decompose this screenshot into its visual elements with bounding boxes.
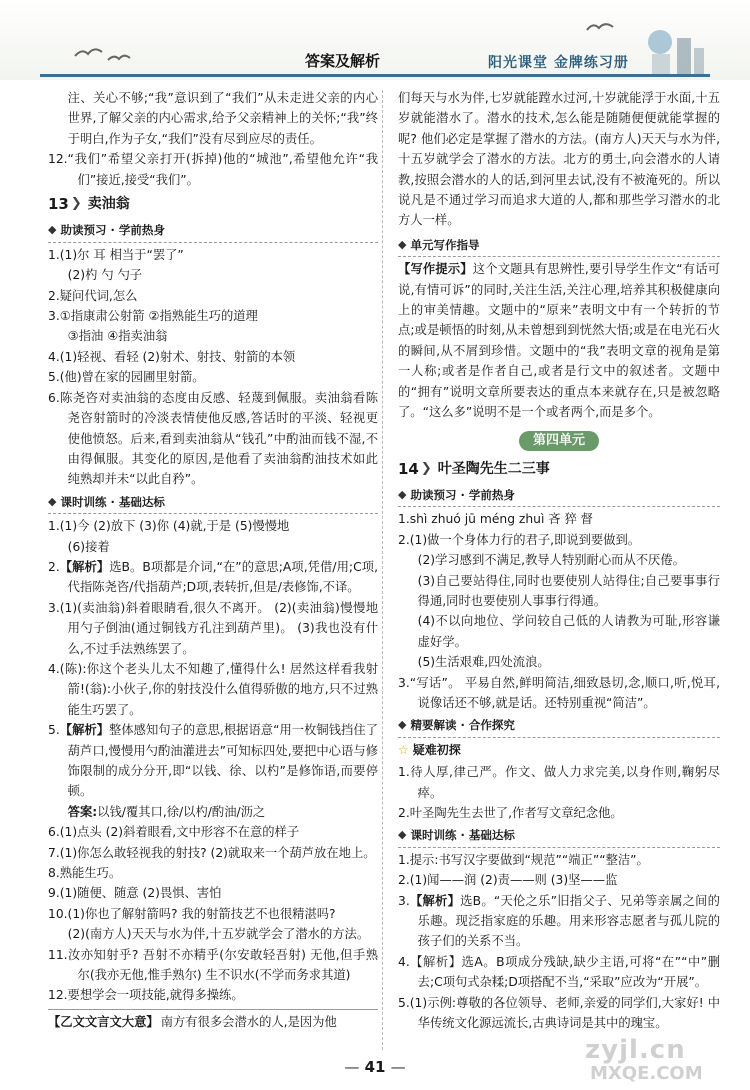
writing-tag: 【写作提示】 (398, 262, 473, 277)
section-heading (398, 825, 720, 847)
right-column (398, 88, 720, 1033)
bird-icon (585, 18, 615, 38)
left-column (48, 88, 378, 1032)
answer-text: 1.待人厚,律己严。作文、做人力求完美,以身作则,鞠躬尽瘁。 (398, 765, 720, 800)
answer-text: 3.(1)(卖油翁)斜着眼睛看,很久不离开。 (2)(卖油翁)慢慢地用勺子倒油(通过铜钱方孔注到葫芦里)。 (3)我也没有什么,不过手法熟练罢了。 (48, 600, 378, 656)
lesson-title: 叶圣陶先生二三事 (437, 460, 550, 477)
tower-illustration-icon (632, 20, 722, 78)
answer-value: 以钱/覆其口,徐/以杓/酌油/沥之 (97, 804, 266, 819)
series-title: 阳光课堂 金牌练习册 (488, 55, 629, 71)
diamond-icon: ◆ (398, 718, 407, 732)
answer-text: 1.提示:书写汉字要做到“规范”“端正”“整洁”。 (398, 852, 649, 867)
page-header (0, 0, 750, 80)
answer-text (48, 802, 378, 822)
analysis-text: 选B。“天伦之乐”旧指父子、兄弟等亲属之间的乐趣。现泛指家庭的乐趣。用来形容志愿者与孤儿院的孩子们的关系不当。 (417, 893, 720, 949)
section-label: 课时训练 · 基础达标 (60, 494, 165, 509)
section-heading (398, 485, 720, 507)
answer-text: 12.要想学会一项技能,就得多操练。 (48, 988, 244, 1003)
diamond-icon: ◆ (48, 494, 57, 508)
section-label: 助读预习 · 学前热身 (60, 223, 165, 238)
star-icon: ☆ (398, 742, 409, 757)
dash-right: — (390, 1058, 406, 1076)
translation-text: 们每天与水为伴,七岁就能蹚水过河,十岁就能浮于水面,十五岁就能潜水了。潜水的技术,怎么能是随随便便就能掌握的呢? 他们必定是掌握了潜水的方法。(南方人)天天与水为伴,十五岁就学会了潜水的方法。北方的勇士,向会潜水的人请教,按照会潜水的人的话,到河里去试,没有不被淹死的。所以说凡是不通过学习而追求大道的人,都和那些学习潜水的北方人一样。 (398, 91, 720, 228)
lesson-number: 14 (398, 459, 419, 478)
answer-text: 8.熟能生巧。 (48, 866, 122, 881)
birds-icon (70, 38, 150, 68)
diamond-icon: ◆ (48, 223, 57, 237)
analysis-text: 选B。B项都是介词,“在”的意思;A项,凭借/用;C项,代指陈尧咨/代指葫芦;D项,表转折,但是/表修饰,不译。 (67, 559, 378, 595)
section-label: 单元写作指导 (410, 237, 480, 252)
diamond-icon: ◆ (398, 828, 407, 842)
lesson-heading (48, 194, 378, 214)
diamond-icon: ◆ (398, 237, 407, 251)
answer-label: 答案: (67, 804, 98, 819)
answer-text: (5)生活艰难,四处流浪。 (417, 655, 550, 670)
answer-text: 2.叶圣陶先生去世了,作者写文章纪念他。 (398, 806, 623, 820)
answer-text: 1.shì zhuó jū méng zhuì 吝 猝 督 (398, 512, 593, 527)
section-heading (48, 492, 378, 514)
answer-text: (4)不以向地位、学问较自己低的人请教为可耻,形容谦虚好学。 (417, 614, 720, 649)
answer-text: 6.陈尧咨对卖油翁的态度由反感、轻蔑到佩服。卖油翁看陈尧咨射箭时的冷淡表情使他反感,答话时的平淡、轻视更使他愤怒。后来,看到卖油翁从“钱孔”中酌油而钱不湿,不由得佩服。其变化的原因,是他看了卖油翁酌油技术如此纯熟却并未“以此自矜”。 (48, 390, 378, 487)
answer-text: 1.(1)今 (2)放下 (3)你 (4)就,于是 (5)慢慢地 (48, 519, 290, 534)
answer-text: 10.(1)你也了解射箭吗? 我的射箭技艺不也很精湛吗? (48, 906, 336, 921)
answer-text: ③指油 ④指卖油翁 (67, 329, 168, 344)
answer-text: 11.汝亦知射乎? 吾射不亦精乎(尔安敢轻吾射) 无他,但手熟尔(我亦无他,惟手熟尔) 生不识水(不学而务求其道) (48, 947, 378, 983)
answer-text: (6)接着 (67, 539, 110, 554)
answer-text: 4.(1)轻视、看轻 (2)射术、射技、射箭的本领 (48, 349, 296, 364)
chevron-right-icon: ❯ (70, 196, 82, 212)
analysis-tag: 【解析】 (59, 559, 110, 574)
header-divider (40, 74, 710, 77)
answer-text: 1.(1)尔 耳 相当于“罢了” (48, 247, 184, 262)
unit-banner: 第四单元 (519, 431, 599, 451)
answer-text: 12.“我们”希望父亲打开(拆掉)他的“城池”,希望他允许“我们”接近,接受“我们”。 (48, 152, 378, 187)
answer-text: 6.(1)点头 (2)斜着眼看,文中形容不在意的样子 (48, 825, 300, 840)
analysis-tag: 【解析】 (59, 723, 110, 738)
lesson-number: 13 (48, 195, 69, 214)
section-heading (398, 235, 720, 257)
subsection-label: 疑难初探 (412, 742, 461, 757)
section-heading (398, 715, 720, 737)
answer-text: 5.(1)示例:尊敬的各位领导、老师,亲爱的同学们,大家好! 中华传统文化源远流长,古典诗词是其中的瑰宝。 (398, 995, 720, 1031)
answer-text: 4.(陈):你这个老头儿太不知趣了,懂得什么! 居然这样看我射箭!(翁):小伙子,你的射技没什么值得骄傲的地方,只不过熟能生巧罢了。 (48, 661, 378, 717)
answer-text: 2.【解析】选B。B项都是介词,“在”的意思;A项,凭借/用;C项,代指陈尧咨/代指葫芦;D项,表转折,但是/表修饰,不译。 (48, 559, 378, 595)
watermark-secondary: MXQE.COM (590, 1063, 703, 1084)
answer-text: 3.“写话”。 平易自然,鲜明简洁,细致恳切,念,顺口,听,悦耳,说像话还不够,就是话。还特别重视“简洁”。 (398, 675, 720, 710)
answer-text: (2)学习感到不满足,教导人特别耐心而从不厌倦。 (417, 553, 685, 568)
translation-text (48, 1009, 378, 1032)
answer-text: (3)自己要站得住,同时也要使别人站得住;自己要事事行得通,同时也要使别人事事行得通。 (417, 573, 720, 608)
subsection-heading (398, 740, 720, 760)
section-label: 精要解读 · 合作探究 (410, 718, 515, 733)
diamond-icon: ◆ (398, 487, 407, 501)
answer-text: (2)(南方人)天天与水为伴,十五岁就学会了潜水的方法。 (67, 927, 370, 942)
answer-text: 注、关心不够;“我”意识到了“我们”从未走进父亲的内心世界,了解父亲的内心需求,给予父亲精神上的关怀;“我”终于明白,作为子女,“我们”没有尽到应尽的责任。 (67, 91, 378, 146)
answer-text: 5.【解析】整体感知句子的意思,根据语意“用一枚铜钱挡住了葫芦口,慢慢用勺酌油灌进去”可知标四处,要把中心语与修饰限制的成分分开,即“以钱、徐、以杓”是修饰语,而要停顿。 (48, 723, 378, 799)
writing-guide-text (398, 259, 720, 422)
section-label: 助读预习 · 学前热身 (410, 487, 515, 502)
analysis-text: 整体感知句子的意思,根据语意“用一枚铜钱挡住了葫芦口,慢慢用勺酌油灌进去”可知标四处,要把中心语与修饰限制的成分分开,即“以钱、徐、以杓”是修饰语,而要停顿。 (67, 723, 378, 799)
chevron-right-icon: ❯ (420, 460, 432, 476)
section-heading (48, 220, 378, 242)
answer-text: 3.①指康肃公射箭 ②指熟能生巧的道理 (48, 309, 258, 324)
page-number-value: 41 (364, 1058, 386, 1076)
answer-text: 2.(1)闻——润 (2)责——则 (3)坚——监 (398, 873, 618, 888)
answer-text: 5.(他)曾在家的园圃里射箭。 (48, 370, 205, 385)
answer-text: 4.【解析】选A。B项成分残缺,缺少主语,可将“在”“中”删去;C项句式杂糅;D项搭配不当,“采取”应改为“开展”。 (398, 954, 720, 990)
section-label: 课时训练 · 基础达标 (410, 828, 515, 843)
writing-body: 这个文题具有思辨性,要引导学生作文“有话可说,有情可诉”的同时,关注生活,关注心理,培养其积极健康向上的审美情趣。文题中的“原来”表明文中有一个转折的节点;或是顿悟的时刻,从未曾想到到恍然大悟;或是在电光石火的瞬间,从不屑到珍惜。文题中的“我”表明文章的视角是第一人称;或者是作者自己,或者是行文中的叙述者。文题中的“拥有”说明文章所要表达的重点本来就存在,只是被忽略了。“这么多”说明不是一个或者两个,而是多个。 (398, 262, 720, 420)
header-title: 答案及解析 (305, 52, 381, 70)
column-divider (382, 90, 383, 1050)
answer-text: 2.(1)做一个身体力行的君子,即说到要做到。 (398, 532, 641, 547)
lesson-title: 卖油翁 (87, 196, 130, 213)
translation-body: 南方有很多会潜水的人,是因为他 (160, 1014, 337, 1029)
translation-label: 【乙文文言文大意】 (48, 1014, 159, 1029)
dash-left: — (344, 1058, 360, 1076)
analysis-tag: 【解析】 (409, 893, 461, 908)
answer-text: 7.(1)你怎么敢轻视我的射技? (2)就取来一个葫芦放在地上。 (48, 845, 376, 860)
answer-text: 2.疑问代词,怎么 (48, 288, 138, 303)
answer-text: 3.【解析】选B。“天伦之乐”旧指父子、兄弟等亲属之间的乐趣。现泛指家庭的乐趣。用来形容志愿者与孤儿院的孩子们的关系不当。 (398, 893, 720, 949)
watermark: zyjl.cn (585, 1035, 686, 1065)
answer-text: 9.(1)随便、随意 (2)畏惧、害怕 (48, 886, 222, 901)
answer-text: (2)杓 勺 勺子 (67, 268, 143, 283)
lesson-heading (398, 459, 720, 479)
